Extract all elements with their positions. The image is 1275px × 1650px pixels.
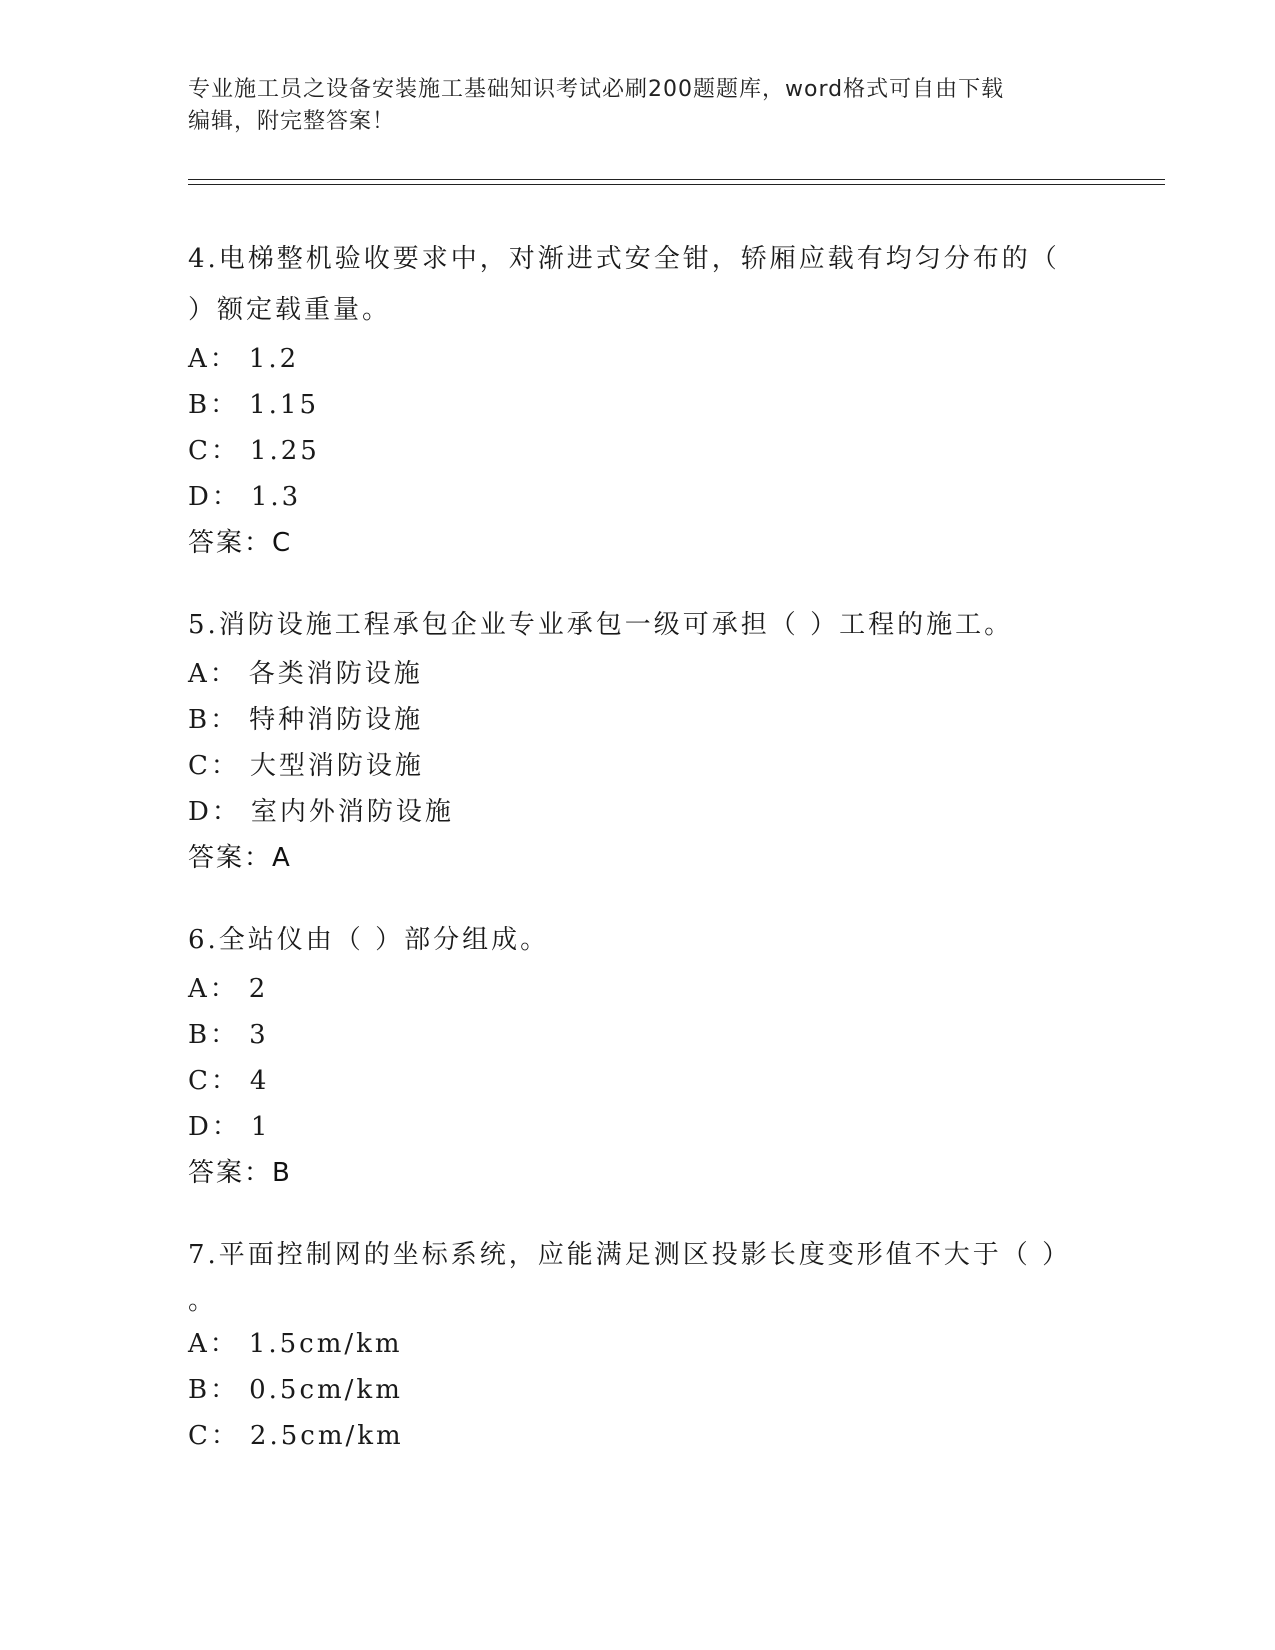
- option-value: 4: [249, 1066, 270, 1096]
- stem-line: 7.平面控制网的坐标系统，应能满足测区投影长度变形值不大于（ ）: [188, 1240, 1072, 1270]
- question-7: [188, 1230, 1088, 1459]
- option-a: [188, 336, 1088, 382]
- question-6: [188, 915, 1088, 1196]
- question-stem: [188, 234, 1088, 336]
- question-stem: [188, 915, 1088, 966]
- option-key: A：: [188, 974, 239, 1004]
- option-value: 大型消防设施: [249, 751, 424, 781]
- option-key: B：: [188, 1020, 240, 1050]
- option-b: [188, 382, 1088, 428]
- option-value: 3: [249, 1020, 269, 1050]
- option-c: [188, 428, 1088, 474]
- option-c: [188, 743, 1088, 789]
- option-key: D：: [188, 797, 241, 827]
- header-divider-bottom: [188, 184, 1165, 185]
- option-key: C：: [188, 436, 240, 466]
- stem-line: ）额定载重量。: [188, 295, 392, 325]
- answer-line: 答案：C: [188, 528, 293, 558]
- option-value: 1.5cm/km: [248, 1329, 403, 1359]
- option-value: 0.5cm/km: [249, 1375, 403, 1405]
- option-key: D：: [188, 1112, 241, 1142]
- option-value: 1.15: [249, 390, 319, 420]
- option-key: A：: [188, 659, 239, 689]
- option-a: [188, 966, 1088, 1012]
- option-d: [188, 474, 1088, 520]
- option-d: [188, 789, 1088, 835]
- option-c: [188, 1413, 1088, 1459]
- question-5: [188, 600, 1088, 881]
- stem-line: 。: [188, 1286, 218, 1316]
- option-key: B：: [188, 1375, 240, 1405]
- answer-line: 答案：A: [188, 843, 292, 873]
- option-key: C：: [188, 1421, 240, 1451]
- question-4: [188, 234, 1088, 566]
- option-key: B：: [188, 390, 240, 420]
- option-value: 特种消防设施: [249, 705, 424, 735]
- option-value: 1.25: [249, 436, 320, 466]
- option-key: C：: [188, 751, 240, 781]
- stem-line: 5.消防设施工程承包企业专业承包一级可承担（ ）工程的施工。: [188, 610, 1014, 640]
- header-line-2: 编辑，附完整答案！: [188, 109, 396, 134]
- option-value: 1.3: [250, 482, 302, 512]
- option-value: 2.5cm/km: [249, 1421, 404, 1451]
- option-value: 1: [250, 1112, 271, 1142]
- question-stem: [188, 1230, 1088, 1321]
- option-key: C：: [188, 1066, 240, 1096]
- option-key: A：: [188, 344, 239, 374]
- option-key: A：: [188, 1329, 239, 1359]
- answer-line: 答案：B: [188, 1158, 292, 1188]
- option-d: [188, 1104, 1088, 1150]
- option-a: [188, 651, 1088, 697]
- stem-line: 4.电梯整机验收要求中，对渐进式安全钳，轿厢应载有均匀分布的（: [188, 244, 1060, 274]
- option-value: 室内外消防设施: [250, 797, 454, 827]
- header-divider-top: [188, 179, 1165, 180]
- option-value: 各类消防设施: [248, 659, 423, 689]
- option-b: [188, 697, 1088, 743]
- option-c: [188, 1058, 1088, 1104]
- stem-line: 6.全站仪由（ ）部分组成。: [188, 925, 550, 955]
- option-value: 2: [248, 974, 269, 1004]
- document-header: [188, 74, 1068, 138]
- header-line-1: 专业施工员之设备安装施工基础知识考试必刷200题题库，word格式可自由下载: [188, 77, 1005, 102]
- option-value: 1.2: [248, 344, 300, 374]
- option-b: [188, 1367, 1088, 1413]
- option-key: B：: [188, 705, 240, 735]
- question-stem: [188, 600, 1088, 651]
- option-key: D：: [188, 482, 241, 512]
- question-list: [188, 234, 1088, 1493]
- option-b: [188, 1012, 1088, 1058]
- option-a: [188, 1321, 1088, 1367]
